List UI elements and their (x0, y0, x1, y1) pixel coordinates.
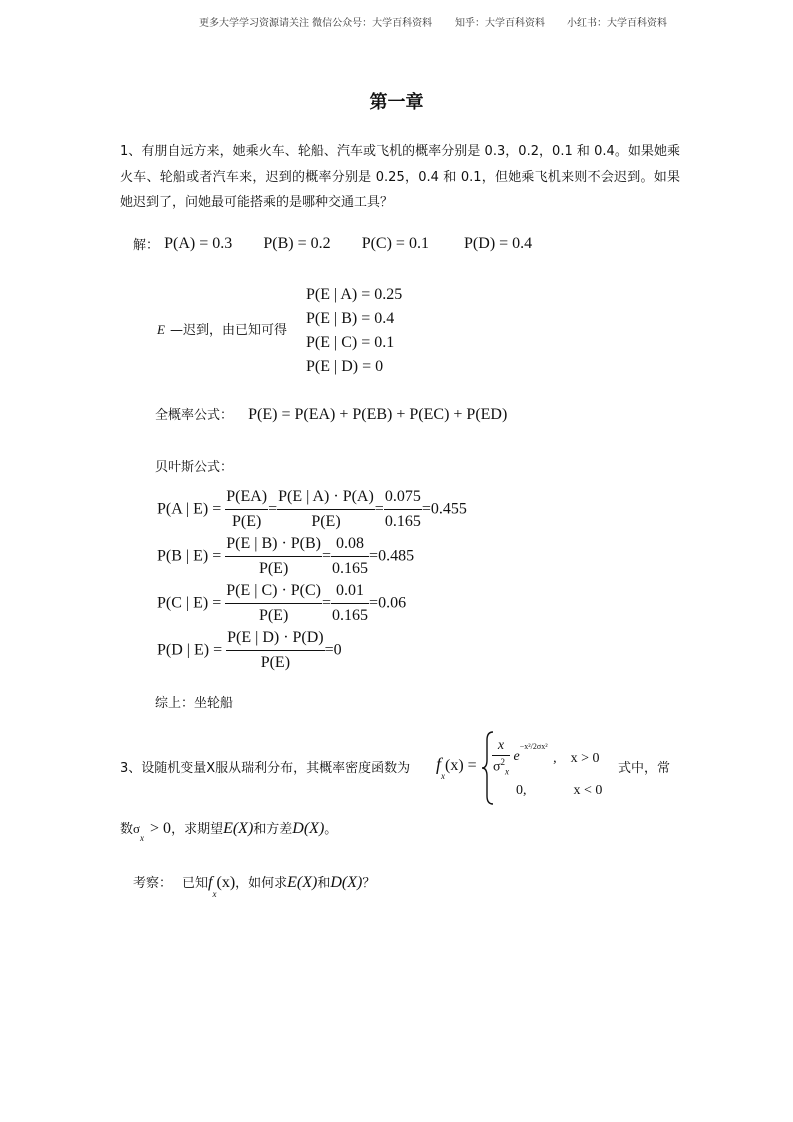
f-subscript: x (441, 771, 446, 781)
case-2-value: 0, (516, 783, 527, 798)
sigma-x: σ (133, 821, 141, 836)
line2-end: 。 (324, 822, 338, 837)
exam-label: 考察： (133, 876, 173, 891)
problem-3-suffix: 式中，常 (618, 761, 671, 776)
fraction-numerator: 0.01 (331, 580, 369, 604)
fraction (331, 533, 369, 580)
case-1-denominator (492, 756, 510, 776)
f-argument: (x) = (445, 757, 477, 774)
header-zhihu: 知乎：大学百科资料 (455, 18, 545, 29)
pdf-case-1 (492, 738, 600, 776)
bayes-lhs: P(A | E) = (157, 500, 222, 518)
exam-text-2: ，如何求 (235, 876, 288, 891)
event-e-definition (157, 319, 287, 338)
fraction (225, 533, 322, 580)
exp-exponent: −x²/2σx² (519, 741, 548, 751)
fraction (226, 627, 325, 674)
problem-1-text: 1、有朋自远方来，她乘火车、轮船、汽车或飞机的概率分别是 0.3，0.2，0.1 和 0.4。如果她乘火车、轮船或者汽车来，迟到的概率分别是 0.25，0.4 和 0.1，但她乘飞机来则不会迟到。如果她迟到了，问她最可能搭乘的是哪种交通工具？ (120, 144, 680, 210)
fraction-denominator: P(E) (258, 607, 289, 624)
prior-c: P(C) = 0.1 (361, 235, 429, 252)
case-2-condition: x < 0 (573, 783, 603, 798)
f-symbol: f (436, 754, 442, 774)
fraction-denominator: P(E) (258, 560, 289, 577)
total-prob-formula: P(E) = P(EA) + P(EB) + P(EC) + P(ED) (248, 406, 508, 423)
bayes-row-a: P(A | E) = $\frac{P(EA)}{P(E)}$ = $\frac{P(E | A) \cdot P(A)}{P(E)}$ = $\frac{0.075}{0.165}$ =0.455 (157, 486, 467, 533)
case-1-condition: , x > 0 (553, 751, 600, 767)
bayes-row-b: P(B | E) = $\frac{P(E | B) \cdot P(B)}{P(E)}$ = $\frac{0.08}{0.165}$ =0.485 (157, 533, 414, 580)
exam-f-symbol: f (208, 874, 213, 891)
prior-d: P(D) = 0.4 (464, 235, 533, 252)
sigma-sub: x (505, 766, 510, 777)
solution-label: 解： (133, 238, 160, 253)
cond-b: P(E | B) = 0.4 (306, 310, 395, 327)
prior-a: P(A) = 0.3 (164, 235, 233, 252)
fraction (331, 580, 369, 627)
exp-e: e (513, 749, 520, 765)
pdf-case-2 (516, 783, 602, 799)
fraction-numerator: P(EA) (225, 486, 268, 510)
exam-end: ？ (362, 876, 376, 891)
fraction-numerator: 0.08 (331, 533, 369, 557)
fraction-numerator: P(E | C) · P(C) (225, 580, 322, 604)
exam-f-argument: (x) (216, 874, 236, 891)
fraction-denominator: 0.165 (384, 513, 421, 530)
exam-dx: D(X) (330, 874, 363, 891)
fraction-numerator: P(E | D) · P(D) (226, 627, 325, 651)
bayes-result: 0.455 (430, 500, 467, 518)
cond-d: P(E | D) = 0 (306, 358, 384, 375)
priors-row (133, 233, 532, 253)
chapter-title: 第一章 (369, 92, 424, 113)
bayes-result: 0.06 (378, 594, 407, 612)
total-prob-row (155, 404, 507, 424)
sigma-symbol: σ (493, 759, 501, 775)
exam-text-1: 已知 (182, 876, 209, 891)
problem-3-line-2 (120, 818, 338, 844)
expectation-ex: E(X) (223, 820, 254, 837)
bayes-row-c: P(C | E) = $\frac{P(E | C) \cdot P(C)}{P(E)}$ = $\frac{0.01}{0.165}$ =0.06 (157, 580, 406, 627)
line2-text-1: ，求期望 (171, 822, 224, 837)
bayes-row-d: P(D | E) = $\frac{P(E | D) \cdot P(D)}{P(E)}$ =0 (157, 627, 342, 674)
bayes-lhs: P(D | E) = (157, 641, 223, 659)
line2-text-2: 和方差 (253, 822, 293, 837)
fraction-numerator: P(E | A) · P(A) (277, 486, 375, 510)
prior-b: P(B) = 0.2 (263, 235, 331, 252)
total-prob-label: 全概率公式： (155, 408, 234, 423)
fraction-denominator: 0.165 (332, 560, 369, 577)
header-wechat: 更多大学学习资源请关注 微信公众号：大学百科资料 (199, 18, 433, 29)
case-1-numerator: x (492, 738, 510, 756)
sigma-condition: > 0 (150, 820, 172, 837)
pdf-function-lhs (436, 754, 477, 781)
event-e-desc: —迟到，由已知可得 (170, 323, 288, 338)
fraction-numerator: 0.075 (384, 486, 422, 510)
case-1-fraction (492, 738, 510, 776)
bayes-result: 0 (333, 641, 342, 659)
line2-prefix: 数 (120, 822, 134, 837)
exam-note (133, 872, 376, 900)
fraction (225, 580, 322, 627)
fraction-numerator: P(E | B) · P(B) (225, 533, 322, 557)
fraction (225, 486, 268, 533)
exam-f-subscript: x (212, 889, 217, 900)
cond-c: P(E | C) = 0.1 (306, 334, 395, 351)
conditional-probabilities (306, 283, 402, 379)
fraction-denominator: 0.165 (332, 607, 369, 624)
bayes-label: 贝叶斯公式： (155, 460, 234, 475)
exam-ex: E(X) (287, 874, 318, 891)
sigma-x-sub: x (140, 833, 145, 844)
bayes-lhs: P(B | E) = (157, 547, 222, 565)
bayes-lhs: P(C | E) = (157, 594, 222, 612)
fraction (384, 486, 422, 533)
variance-dx: D(X) (292, 820, 325, 837)
sigma-sup: 2 (500, 757, 506, 767)
problem-3-intro: 3、设随机变量X服从瑞利分布，其概率密度函数为 (120, 761, 411, 776)
header-xiaohongshu: 小红书：大学百科资料 (567, 18, 667, 29)
fraction (277, 486, 375, 533)
bayes-result: 0.485 (378, 547, 415, 565)
fraction-denominator: P(E) (260, 654, 291, 671)
fraction-denominator: P(E) (311, 513, 341, 530)
conclusion: 综上：坐轮船 (155, 696, 234, 711)
cond-a: P(E | A) = 0.25 (306, 286, 403, 303)
fraction-denominator: P(E) (232, 513, 262, 530)
exam-text-3: 和 (317, 876, 331, 891)
event-e-symbol: E (157, 322, 165, 337)
